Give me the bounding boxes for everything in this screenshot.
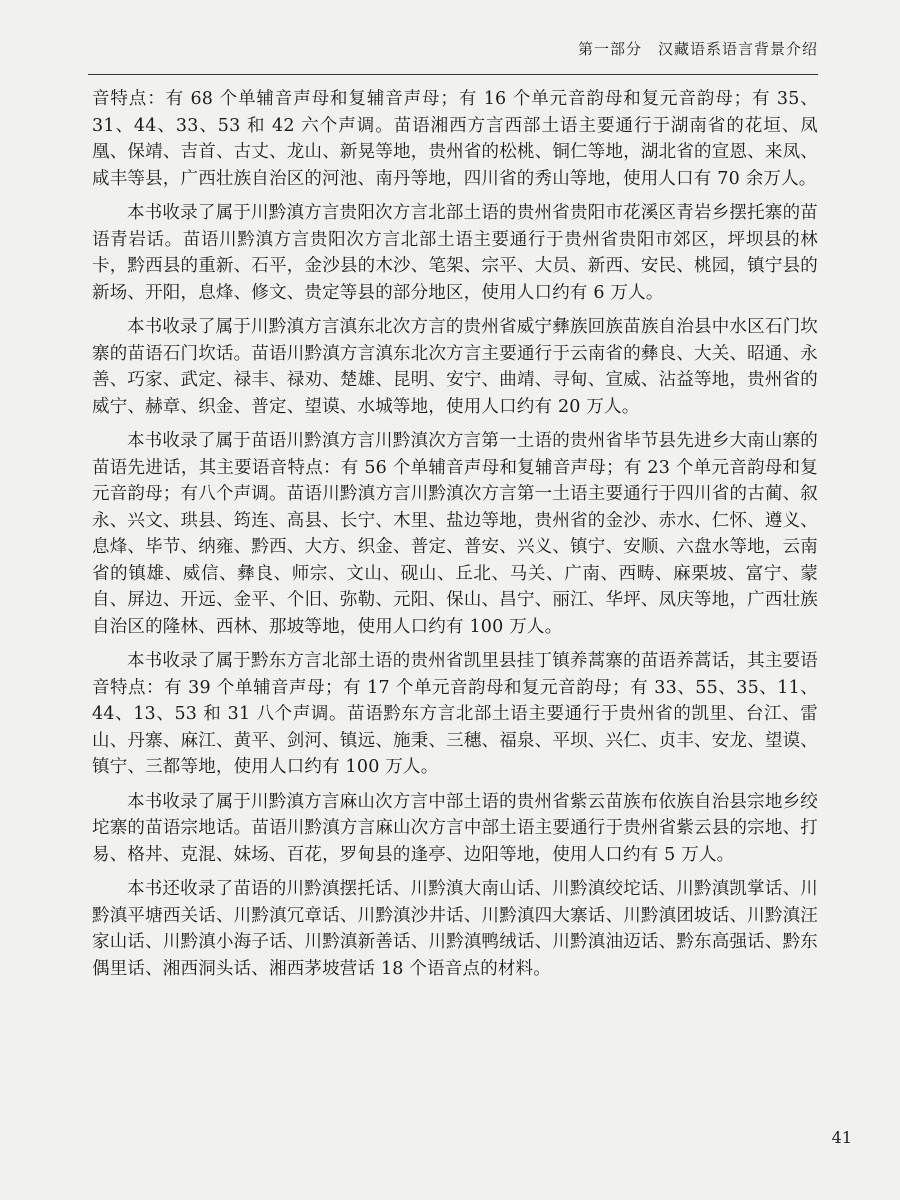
- paragraph-shimenkan: 本书收录了属于川黔滇方言滇东北次方言的贵州省威宁彝族回族苗族自治县中水区石门坎寨的苗语石门坎话。苗语川黔滇方言滇东北次方言主要通行于云南省的彝良、大关、昭通、永善、巧家、武定、禄丰、禄劝、楚雄、昆明、安宁、曲靖、寻甸、宣威、沾益等地，贵州省的威宁、赫章、织金、普定、望谟、水城等地，使用人口约有 20 万人。: [92, 317, 818, 417]
- body-text: [92, 86, 818, 990]
- paragraph-qingyan: 本书收录了属于川黔滇方言贵阳次方言北部土语的贵州省贵阳市花溪区青岩乡摆托寨的苗语青岩话。苗语川黔滇方言贵阳次方言北部土语主要通行于贵州省贵阳市郊区，坪坝县的林卡，黔西县的重新、石平，金沙县的木沙、笔架、宗平、大员、新西、安民、桃园，镇宁县的新场、开阳，息烽、修文、贵定等县的部分地区，使用人口约有 6 万人。: [92, 203, 818, 303]
- paragraph-xianjin: 本书收录了属于苗语川黔滇方言川黔滇次方言第一土语的贵州省毕节县先进乡大南山寨的苗语先进话，其主要语音特点：有 56 个单辅音声母和复辅音声母；有 23 个单元音韵母和复元音韵母；有八个声调。苗语川黔滇方言川黔滇次方言第一土语主要通行于四川省的古蔺、叙永、兴文、珙县、筠连、高县、长宁、木里、盐边等地，贵州省的金沙、赤水、仁怀、遵义、息烽、毕节、纳雍、黔西、大方、织金、普定、普安、兴义、镇宁、安顺、六盘水等地，云南省的镇雄、威信、彝良、师宗、文山、砚山、丘北、马关、广南、西畴、麻栗坡、富宁、蒙自、屏边、开远、金平、个旧、弥勒、元阳、保山、昌宁、丽江、华坪、凤庆等地，广西壮族自治区的隆林、西林、那坡等地，使用人口约有 100 万人。: [92, 431, 818, 637]
- running-header: 第一部分 汉藏语系语言背景介绍: [577, 40, 818, 58]
- paragraph-other-points: 本书还收录了苗语的川黔滇摆托话、川黔滇大南山话、川黔滇绞坨话、川黔滇凯掌话、川黔滇平塘西关话、川黔滇冗章话、川黔滇沙井话、川黔滇四大寨话、川黔滇团坡话、川黔滇汪家山话、川黔滇小海子话、川黔滇新善话、川黔滇鸭绒话、川黔滇油迈话、黔东高强话、黔东偶里话、湘西洞头话、湘西茅坡营话 18 个语音点的材料。: [92, 879, 818, 979]
- paragraph-yanghao: 本书收录了属于黔东方言北部土语的贵州省凯里县挂丁镇养蒿寨的苗语养蒿话，其主要语音特点：有 39 个单辅音声母；有 17 个单元音韵母和复元音韵母；有 33、55、35、11、44、13、53 和 31 八个声调。苗语黔东方言北部土语主要通行于贵州省的凯里、台江、雷山、丹寨、麻江、黄平、剑河、镇远、施秉、三穗、福泉、平坝、兴仁、贞丰、安龙、望谟、镇宁、三都等地，使用人口约有 100 万人。: [92, 651, 818, 777]
- page-header: [0, 0, 900, 78]
- page-number: 41: [831, 1128, 852, 1147]
- header-rule: [88, 74, 818, 75]
- paragraph-continued: 音特点：有 68 个单辅音声母和复辅音声母；有 16 个单元音韵母和复元音韵母；有 35、31、44、33、53 和 42 六个声调。苗语湘西方言西部土语主要通行于湖南省的花垣、凤凰、保靖、吉首、古丈、龙山、新晃等地，贵州省的松桃、铜仁等地，湖北省的宣恩、来凤、咸丰等县，广西壮族自治区的河池、南丹等地，四川省的秀山等地，使用人口有 70 余万人。: [92, 89, 818, 189]
- paragraph-zongdi: 本书收录了属于川黔滇方言麻山次方言中部土语的贵州省紫云苗族布依族自治县宗地乡绞坨寨的苗语宗地话。苗语川黔滇方言麻山次方言中部土语主要通行于贵州省紫云县的宗地、打易、格丼、克混、妹场、百花，罗甸县的逢亭、边阳等地，使用人口约有 5 万人。: [92, 791, 818, 865]
